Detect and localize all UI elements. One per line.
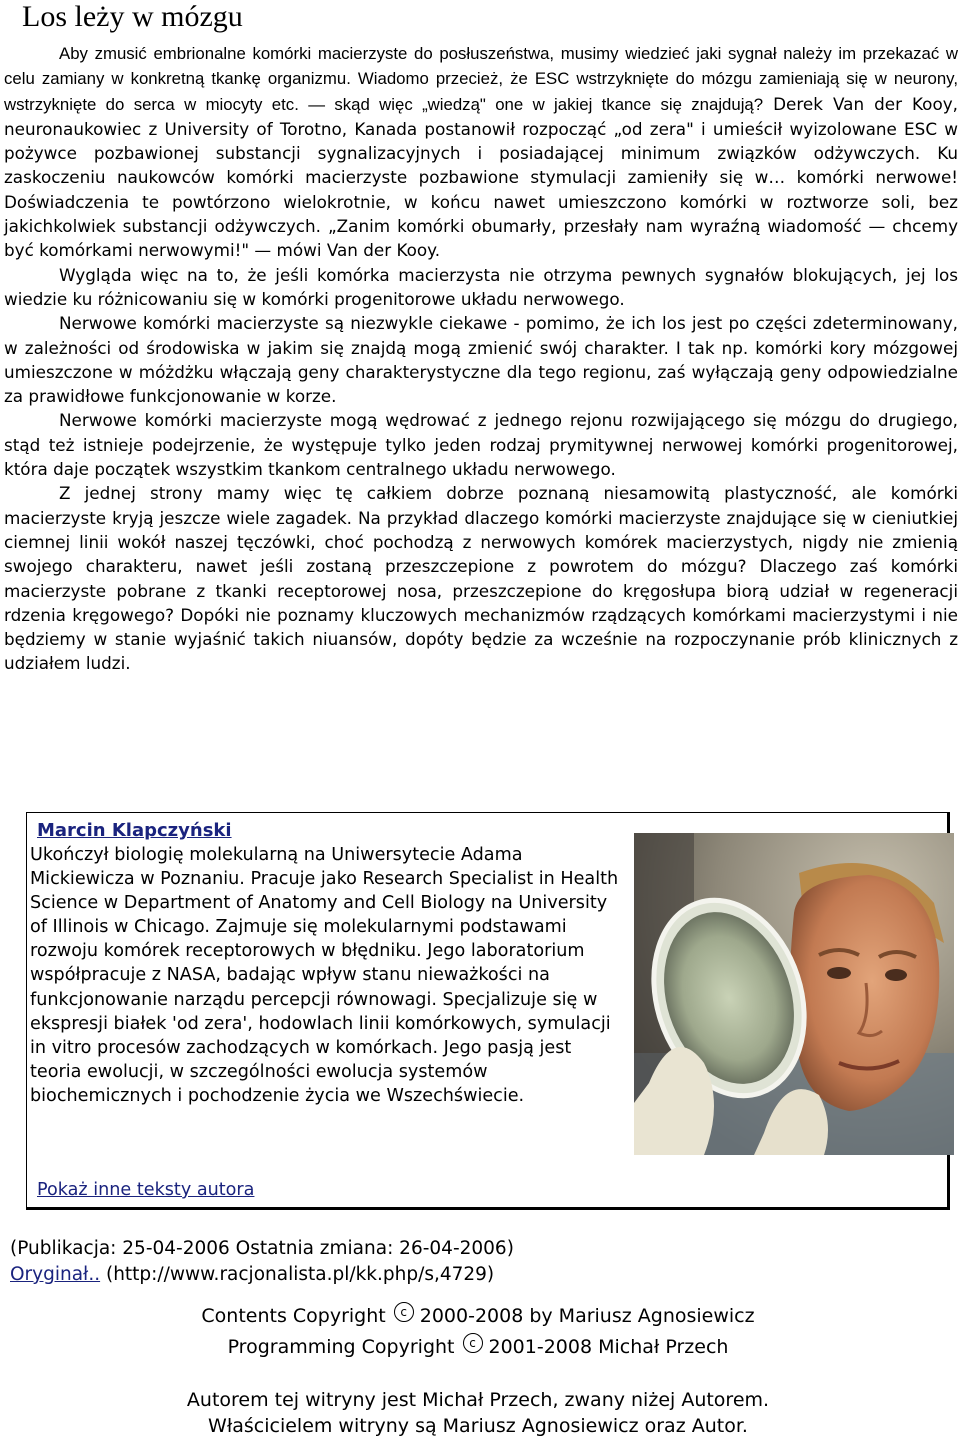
author-bio: Ukończył biologię molekularną na Uniwersytecie Adama Mickiewicza w Poznaniu. Pracuje jako Research Specialist in Health Science w Department of Anatomy and Cell Biology na University of Illinois w Chicago. Zajmuje się molekularnymi podstawami rozwoju komórek receptorowych w błędniku. Jego laboratorium współpracuje z NASA, badając wpływ stanu nieważkości na funkcjonowanie narządu percepcji równowagi. Specjalizuje się w ekspresji białek 'od zera', hodowlach linii komórkowych, symulacji in vitro procesów zachodzących w komórkach. Jego pasją jest teoria ewolucji, w szczególności ewolucja systemów biochemicznych i pochodzenie życia we Wszechświecie. [30,845,619,1106]
site-owner-line: Właścicielem witryny są Mariusz Agnosiewicz oraz Autor. [208,1415,748,1437]
article-paragraph: Z jednej strony mamy więc tę całkiem dobrze poznaną niesamowitą plastyczność, ale komórki macierzyste kryją jeszcze wiele zagadek. Na przykład dlaczego komórki macierzyste znajdujące się w cieniutkiej ciemnej linii wokół naszej tęczówki, choć pochodzą z nerwowych komórek macierzystych, nigdy nie zmienią swojego charakteru, nawet jeśli zostaną przeszczepione z powrotem do mózgu? Dlaczego zaś komórki macierzyste pobrane z tkanki receptorowej nosa, przeszczepione do kręgosłupa biorą udział w regeneracji rdzenia kręgowego? Dopóki nie poznamy kluczowych mechanizmów rządzących komórkami macierzystymi i nie będziemy w stanie wyjaśnić takich niuansów, dopóty będzie za wcześnie na rozpoczynanie prób klinicznych z udziałem ludzi. [4,483,958,674]
article-paragraph: Nerwowe komórki macierzyste są niezwykle ciekawe - pomimo, że ich los jest po części zdeterminowany, w zależności od środowiska w jakim się znajdą mogą zmienić swój charakter. I tak np. komórki kory mózgowej umieszczone w móżdżku włączają geny charakterystyczne dla tego regionu, zaś wyłączają geny odpowiedzialne za prawidłowe funkcjonowanie w korze. [4,313,958,407]
article-paragraph: Wygląda więc na to, że jeśli komórka macierzysta nie otrzyma pewnych sygnałów blokujących, jej los wiedzie ku różnicowaniu się w komórki progenitorowe układu nerwowego. [4,264,958,309]
site-author-line: Autorem tej witryny jest Michał Przech, zwany niżej Autorem. [186,1389,770,1411]
publication-dates: (Publikacja: 25-04-2006 Ostatnia zmiana: 26-04-2006) [10,1238,514,1259]
author-box [26,812,950,1210]
programming-copyright-holder: 2001-2008 Michał Przech [488,1336,729,1358]
article-title: Los leży w mózgu [22,0,243,33]
programming-copyright [0,1332,956,1362]
article-paragraph [4,41,958,263]
original-url: (http://www.racjonalista.pl/kk.php/s,4729) [100,1264,495,1285]
more-texts-link[interactable]: Pokaż inne teksty autora [37,1180,255,1200]
article-paragraph: Nerwowe komórki macierzyste mogą wędrować z jednego rejonu rozwijającego się mózgu do drugiego, stąd też istnieje podejrzenie, że występuje tylko jeden rodzaj prymitywnej nerwowej komórki progenitorowej, która daje początek wszystkim tkankom centralnego układu nerwowego. [4,410,958,480]
original-link[interactable]: Oryginał.. [10,1264,101,1285]
original-line [10,1262,514,1288]
publication-info [10,1236,514,1288]
content-copyright [0,1301,956,1331]
content-copyright-holder: 2000-2008 by Mariusz Agnosiewicz [419,1305,755,1327]
copyright-icon: c [463,1333,483,1353]
content-copyright-label: Contents Copyright [201,1305,386,1327]
author-photo [634,833,954,1155]
author-name-link[interactable]: Marcin Klapczyński [37,820,232,841]
paragraph-rest: Derek Van der Kooy, neuronaukowiec z University of Torotno, Kanada postanowił rozpocząć „od zera" i umieścił wyizolowane ESC w pożywce pozbawionej substancji sygnalizacyjnych i posiadającej minimum związków odżywczych. Ku zaskoczeniu naukowców komórki macierzyste pozbawione stymulacji zamieniły się w… komórki nerwowe! Doświadczenia te powtórzono wielokrotnie, w końcu nawet umieszczono komórki w roztworze soli, bez jakichkolwiek substancji odżywczych. „Zanim komórki obumarły, przesłały nam wyraźną wiadomość — chcemy być komórkami nerwowymi!" — mówi Van der Kooy. [4,93,958,261]
copyright-icon: c [394,1302,414,1322]
article-body [4,41,958,676]
programming-copyright-label: Programming Copyright [227,1336,455,1358]
paragraph-lead: Aby zmusić embrionalne komórki macierzyste do posłuszeństwa, musimy wiedzieć jaki sygnał należy im przekazać w celu zamiany w konkretną tkankę organizmu. Wiadomo przecież, że ESC wstrzyknięte do mózgu zamieniają się w neurony, wstrzyknięte do serca w miocyty etc. — skąd więc „wiedzą" one w jakiej tkance się znajdują? [4,44,958,114]
